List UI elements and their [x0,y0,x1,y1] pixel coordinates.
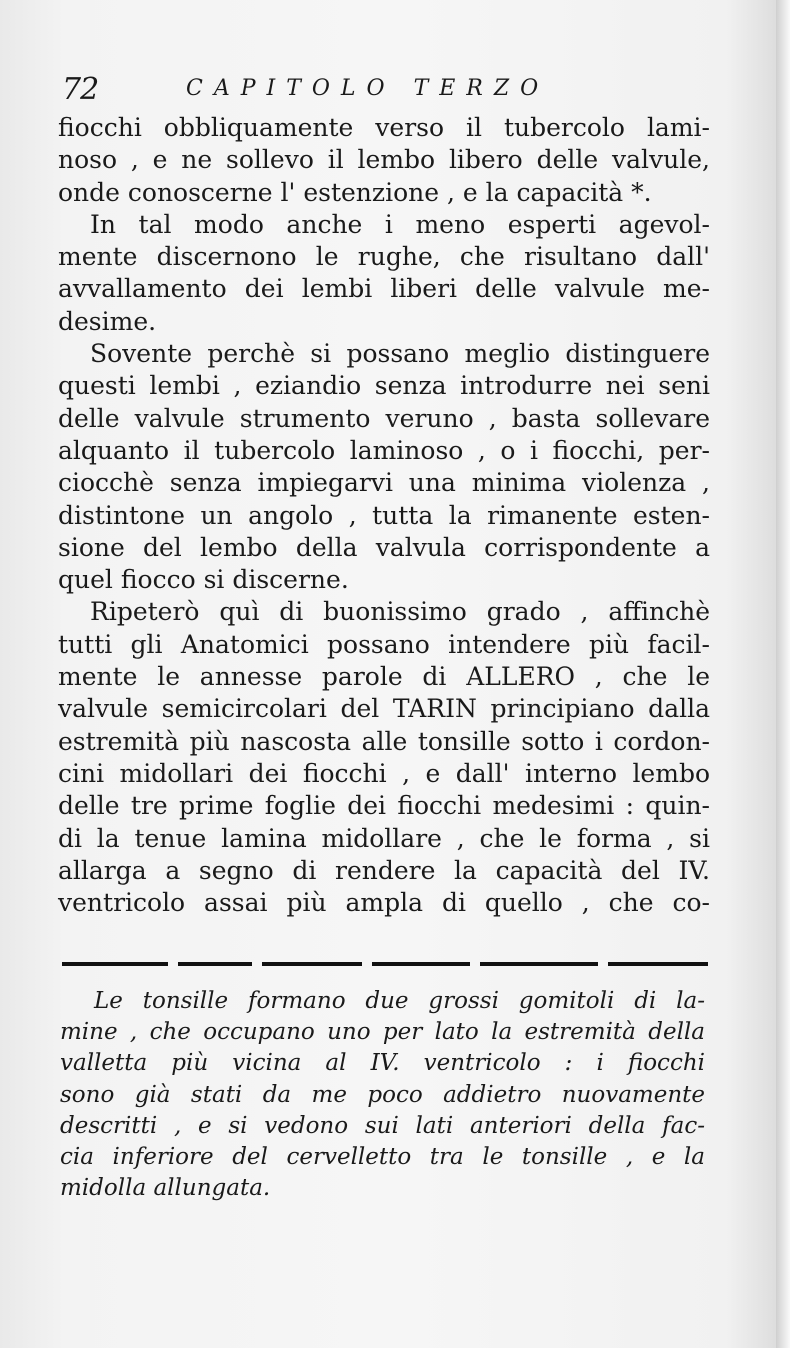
text-line: ventricolo assai più ampla di quello , che co- [58,888,710,918]
text-line: distintone un angolo , tutta la rimanente esten- [58,500,710,530]
text-line: mente le annesse parole di ALLERO , che le [58,662,710,692]
text-line: estremità più nascosta alle tonsille sotto i cordon- [58,726,710,756]
rule-break [470,960,480,968]
text-line: tutti gli Anatomici possano intendere più facil- [58,629,710,659]
text-line: ciocchè senza impiegarvi una minima violenza , [58,468,710,498]
footnote-line: Le tonsille formano due grossi gomitoli di la- [94,988,705,1014]
text-line: avvallamento dei lembi liberi delle valvule me- [58,274,710,304]
running-title: CAPITOLO TERZO [186,76,550,101]
text-line: Ripeterò quì di buonissimo grado , affinchè [90,597,710,627]
text-line: In tal modo anche i meno esperti agevol- [90,209,710,239]
text-line: di la tenue lamina midollare , che le forma , si [58,823,710,853]
footnote-line: cia inferiore del cervelletto tra le tonsille , e la [60,1143,705,1170]
rule-break [598,960,608,968]
footnote-line: sono già stati da me poco addietro nuovamente [60,1081,705,1108]
text-line: fiocchi obbliquamente verso il tubercolo lami- [58,113,710,142]
rule-break [252,960,262,968]
text-line: mente discernono le rughe, che risultano dall' [58,242,710,272]
text-line: allarga a segno di rendere la capacità del IV. [58,855,710,885]
text-line: quel fiocco si discerne. [58,565,349,595]
text-line: desime. [58,306,157,336]
text-line: sione del lembo della valvula corrispondente a [58,532,710,562]
footnote-line: descritti , e si vedono sui lati anteriori della fac- [60,1112,705,1139]
rule-break [168,960,178,968]
page-edge [776,0,790,1348]
footnote-line: mine , che occupano uno per lato la estremità della [60,1019,705,1046]
page-number: 72 [62,72,99,107]
rule-break [362,960,372,968]
text-line: delle valvule strumento veruno , basta sollevare [58,403,710,433]
text-line: delle tre prime foglie dei fiocchi medesimi : quin- [58,791,710,821]
text-line: questi lembi , eziandio senza introdurre nei seni [58,371,710,401]
text-line: noso , e ne sollevo il lembo libero delle valvule, [58,145,710,175]
main-text [58,112,710,919]
page-header [62,70,742,110]
footnote-line: midolla allungata. [60,1175,271,1202]
text-line: Sovente perchè si possano meglio distinguere [90,339,710,369]
text-line: alquanto il tubercolo laminoso , o i fiocchi, per- [58,435,710,465]
text-line: valvule semicircolari del TARIN principiano dalla [58,694,710,724]
footnote [60,986,705,1204]
text-line: onde conoscerne l' estenzione , e la capacità *. [58,177,652,207]
footnote-line: valletta più vicina al IV. ventricolo : i fiocchi [60,1050,705,1077]
text-line: cini midollari dei fiocchi , e dall' interno lembo [58,758,710,788]
footnote-rule [62,962,708,966]
